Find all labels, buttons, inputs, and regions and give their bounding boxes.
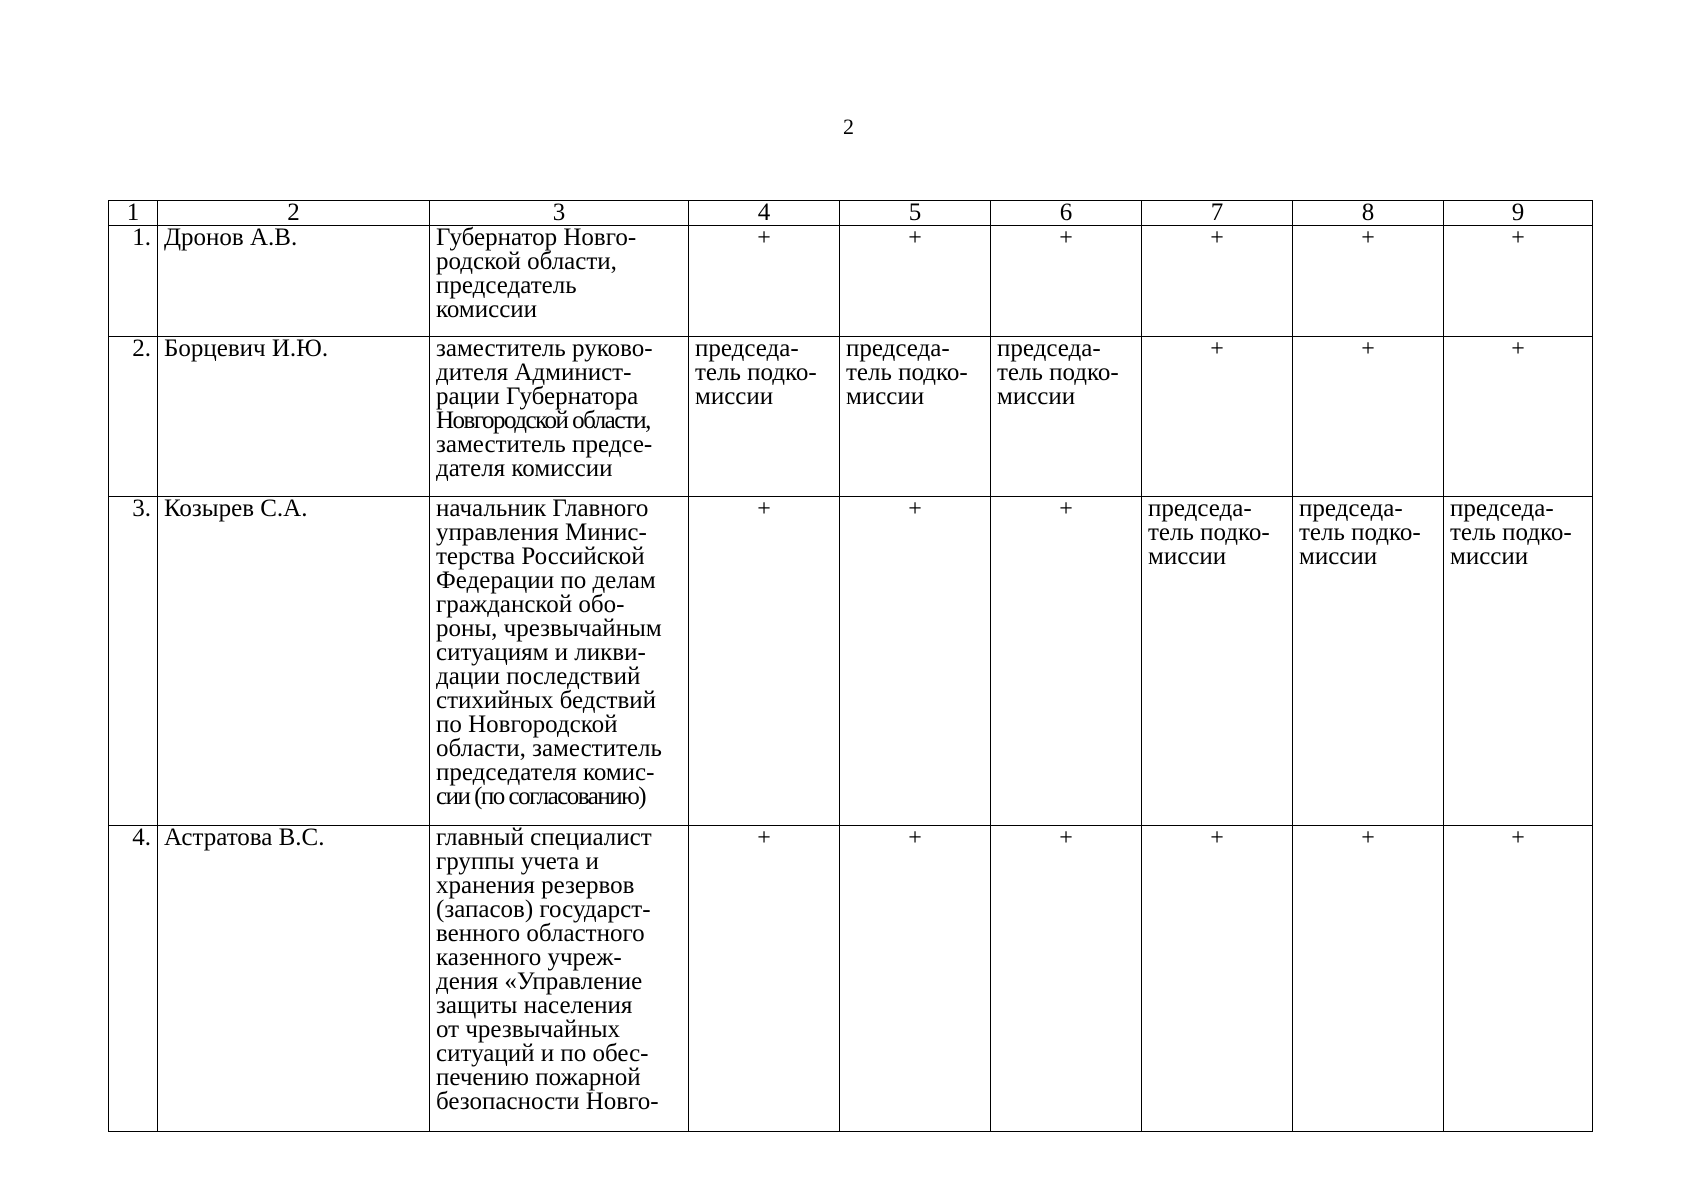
position-line: печению пожарной bbox=[436, 1064, 641, 1091]
role-line: миссии bbox=[1299, 543, 1378, 570]
position-line: ситуациям и ликви- bbox=[436, 639, 646, 666]
participation-mark: + bbox=[689, 497, 840, 826]
column-number-header: 8 bbox=[1293, 201, 1444, 226]
role-line: тель подко- bbox=[1299, 519, 1421, 546]
position-line: гражданской обо- bbox=[436, 591, 625, 618]
participation-mark: + bbox=[840, 226, 991, 337]
role-line: председа- bbox=[695, 335, 799, 362]
member-name: Астратова В.С. bbox=[158, 826, 430, 1132]
position-line: области, заместитель bbox=[436, 735, 662, 762]
position-line: роны, чрезвычайным bbox=[436, 615, 662, 642]
member-position bbox=[430, 337, 689, 497]
position-line: венного областного bbox=[436, 920, 645, 947]
role-line: тель подко- bbox=[846, 359, 968, 386]
position-line: дателя комиссии bbox=[436, 455, 613, 482]
position-line: дации последствий bbox=[436, 663, 641, 690]
position-line: защиты населения bbox=[436, 992, 633, 1019]
position-line: сии (по согласованию) bbox=[436, 783, 646, 810]
member-name: Дронов А.В. bbox=[158, 226, 430, 337]
position-line: родской области, bbox=[436, 248, 617, 275]
position-line: главный специалист bbox=[436, 824, 652, 851]
role-line: миссии bbox=[846, 383, 925, 410]
table-body bbox=[109, 226, 1593, 1132]
column-number-header: 3 bbox=[430, 201, 689, 226]
member-position bbox=[430, 497, 689, 826]
participation-mark: + bbox=[840, 826, 991, 1132]
position-line: председателя комис- bbox=[436, 759, 655, 786]
role-line: председа- bbox=[846, 335, 950, 362]
participation-mark: + bbox=[1293, 226, 1444, 337]
participation-mark: + bbox=[991, 226, 1142, 337]
position-line: дения «Управление bbox=[436, 968, 643, 995]
role-line: председа- bbox=[1148, 495, 1252, 522]
participation-mark: + bbox=[1142, 337, 1293, 497]
subcommission-chair-role bbox=[689, 337, 840, 497]
row-number: 2. bbox=[109, 337, 158, 497]
subcommission-chair-role bbox=[840, 337, 991, 497]
role-line: тель подко- bbox=[997, 359, 1119, 386]
position-line: управления Минис- bbox=[436, 519, 647, 546]
participation-mark: + bbox=[689, 826, 840, 1132]
subcommission-chair-role bbox=[1142, 497, 1293, 826]
column-number-header: 2 bbox=[158, 201, 430, 226]
member-name: Борцевич И.Ю. bbox=[158, 337, 430, 497]
position-line: терства Российской bbox=[436, 543, 645, 570]
participation-mark: + bbox=[1142, 226, 1293, 337]
position-line: дителя Админист- bbox=[436, 359, 632, 386]
participation-mark: + bbox=[1444, 226, 1593, 337]
position-line: Губернатор Новго- bbox=[436, 224, 637, 251]
participation-mark: + bbox=[1444, 826, 1593, 1132]
role-line: председа- bbox=[1450, 495, 1554, 522]
role-line: председа- bbox=[1299, 495, 1403, 522]
position-line: (запасов) государст- bbox=[436, 896, 651, 923]
subcommission-chair-role bbox=[991, 337, 1142, 497]
table-row bbox=[109, 337, 1593, 497]
participation-mark: + bbox=[991, 497, 1142, 826]
position-line: от чрезвычайных bbox=[436, 1016, 621, 1043]
subcommission-chair-role bbox=[1444, 497, 1593, 826]
position-line: рации Губернатора bbox=[436, 383, 639, 410]
row-number: 4. bbox=[109, 826, 158, 1132]
column-number-row bbox=[109, 201, 1593, 226]
member-position bbox=[430, 226, 689, 337]
role-line: миссии bbox=[695, 383, 774, 410]
participation-mark: + bbox=[991, 826, 1142, 1132]
column-number-header: 6 bbox=[991, 201, 1142, 226]
column-number-header: 7 bbox=[1142, 201, 1293, 226]
participation-mark: + bbox=[1142, 826, 1293, 1132]
table-header bbox=[109, 201, 1593, 226]
position-line: безопасности Новго- bbox=[436, 1088, 659, 1115]
subcommission-chair-role bbox=[1293, 497, 1444, 826]
table-row bbox=[109, 497, 1593, 826]
position-line: председатель bbox=[436, 272, 577, 299]
position-line: хранения резервов bbox=[436, 872, 635, 899]
participation-mark: + bbox=[1293, 826, 1444, 1132]
role-line: тель подко- bbox=[1450, 519, 1572, 546]
participation-mark: + bbox=[689, 226, 840, 337]
column-number-header: 9 bbox=[1444, 201, 1593, 226]
position-line: заместитель предсе- bbox=[436, 431, 653, 458]
position-line: заместитель руково- bbox=[436, 335, 653, 362]
commission-members-table bbox=[108, 200, 1593, 1132]
position-line: Федерации по делам bbox=[436, 567, 656, 594]
column-number-header: 4 bbox=[689, 201, 840, 226]
position-line: группы учета и bbox=[436, 848, 599, 875]
column-number-header: 1 bbox=[109, 201, 158, 226]
position-line: стихийных бедствий bbox=[436, 687, 657, 714]
participation-mark: + bbox=[1293, 337, 1444, 497]
role-line: тель подко- bbox=[1148, 519, 1270, 546]
member-position bbox=[430, 826, 689, 1132]
table-row bbox=[109, 226, 1593, 337]
page-number: 2 bbox=[843, 114, 854, 139]
position-line: комиссии bbox=[436, 296, 538, 323]
position-line: по Новгородской bbox=[436, 711, 618, 738]
role-line: миссии bbox=[997, 383, 1076, 410]
role-line: миссии bbox=[1148, 543, 1227, 570]
role-line: тель подко- bbox=[695, 359, 817, 386]
participation-mark: + bbox=[1444, 337, 1593, 497]
table-row bbox=[109, 826, 1593, 1132]
row-number: 3. bbox=[109, 497, 158, 826]
position-line: Новгородской области, bbox=[436, 407, 650, 434]
position-line: начальник Главного bbox=[436, 495, 649, 522]
role-line: миссии bbox=[1450, 543, 1529, 570]
participation-mark: + bbox=[840, 497, 991, 826]
role-line: председа- bbox=[997, 335, 1101, 362]
position-line: казенного учреж- bbox=[436, 944, 622, 971]
position-line: ситуаций и по обес- bbox=[436, 1040, 649, 1067]
row-number: 1. bbox=[109, 226, 158, 337]
column-number-header: 5 bbox=[840, 201, 991, 226]
member-name: Козырев С.А. bbox=[158, 497, 430, 826]
